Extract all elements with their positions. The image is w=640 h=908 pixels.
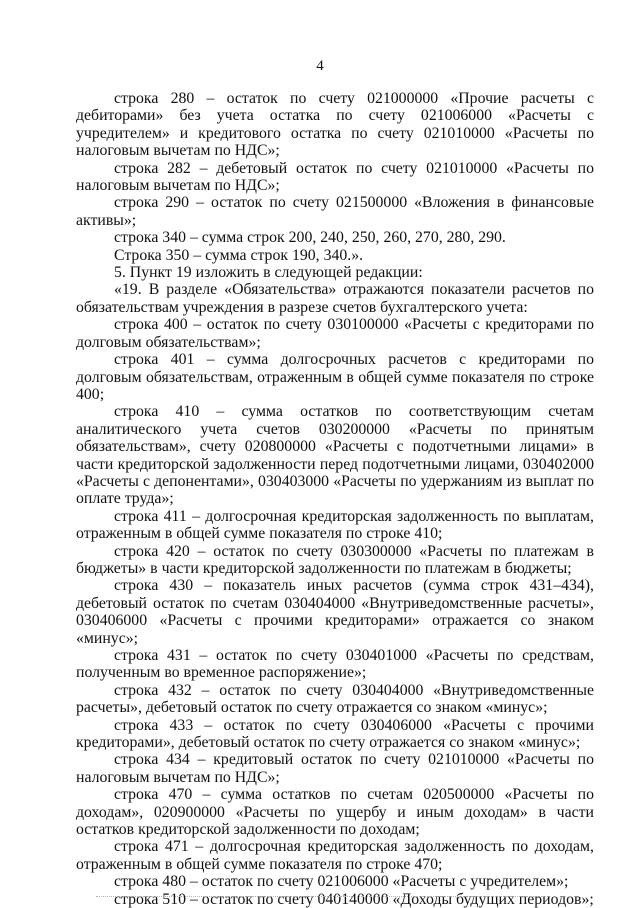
paragraph-line-434: строка 434 – кредитовый остаток по счету 021010000 «Расчеты по налоговым вычетам по НДС»; <box>76 751 594 786</box>
paragraph-item-5: 5. Пункт 19 изложить в следующей редакции: <box>114 264 423 282</box>
paragraph-clause-19: «19. В разделе «Обязательства» отражаются показатели расчетов по обязательствам учреждения в разрезе счетов бухгалтерского учета: <box>76 281 594 316</box>
paragraph-line-480: строка 480 – остаток по счету 021006000 «Расчеты с учредителем»; <box>114 873 569 891</box>
paragraph-line-410: строка 410 – сумма остатков по соответствующим счетам аналитического учета счетов 030200000 «Расчеты по принятым обязательствам», счету 020800000 «Расчеты с подотчетными лицами» в части кредиторской задолженности перед подотчетными лицами, 030402000 «Расчеты с депонентами», 030403000 «Расчеты по удержаниям из выплат по оплате труда»; <box>76 403 594 508</box>
paragraph-line-433: строка 433 – остаток по счету 030406000 «Расчеты с прочими кредиторами», дебетовый остаток по счету отражается со знаком «минус»; <box>76 716 594 752</box>
paragraph-line-350: Строка 350 – сумма строк 190, 340.». <box>114 246 364 264</box>
paragraph-line-290: строка 290 – остаток по счету 021500000 «Вложения в финансовые активы»; <box>76 194 594 229</box>
page-footer-divider <box>96 896 544 897</box>
paragraph-line-401: строка 401 – сумма долгосрочных расчетов с кредиторами по долговым обязательствам, отраженным в общей сумме показателя по строке 400; <box>76 351 594 403</box>
paragraph-line-282: строка 282 – дебетовый остаток по счету 021010000 «Расчеты по налоговым вычетам по НДС»; <box>76 159 594 195</box>
paragraph-line-340: строка 340 – сумма строк 200, 240, 250, 260, 270, 280, 290. <box>114 229 506 247</box>
paragraph-line-400: строка 400 – остаток по счету 030100000 «Расчеты с кредиторами по долговым обязательствам»; <box>76 316 594 351</box>
paragraph-line-420: строка 420 – остаток по счету 030300000 «Расчеты по платежам в бюджеты» в части кредиторской задолженности по платежам в бюджеты; <box>76 542 594 577</box>
document-body <box>76 90 594 908</box>
paragraph-line-430: строка 430 – показатель иных расчетов (сумма строк 431–434), дебетовый остаток по счетам 030404000 «Внутриведомственные расчеты», 030406000 «Расчеты с прочими кредиторами» отражается со знаком «минус»; <box>76 577 594 647</box>
paragraph-line-510: строка 510 – остаток по счету 040140000 «Доходы будущих периодов»; <box>114 890 594 908</box>
paragraph-line-411: строка 411 – долгосрочная кредиторская задолженность по выплатам, отраженным в общей сумме показателя по строке 410; <box>76 507 594 543</box>
paragraph-line-470: строка 470 – сумма остатков по счетам 020500000 «Расчеты по доходам», 020900000 «Расчеты по ущербу и иным доходам» в части остатков кредиторской задолженности по доходам; <box>76 786 594 839</box>
paragraph-line-432: строка 432 – остаток по счету 030404000 «Внутриведомственные расчеты», дебетовый остаток по счету отражается со знаком «минус»; <box>76 681 594 717</box>
paragraph-line-280: строка 280 – остаток по счету 021000000 «Прочие расчеты с дебиторами» без учета остатка по счету 021006000 «Расчеты с учредителем» и кредитового остатка по счету 021010000 «Расчеты по налоговым вычетам по НДС»; <box>76 90 594 160</box>
paragraph-line-431: строка 431 – остаток по счету 030401000 «Расчеты по средствам, полученным во временное распоряжение»; <box>76 647 594 682</box>
page-number: 4 <box>316 58 324 74</box>
paragraph-line-471: строка 471 – долгосрочная кредиторская задолженность по доходам, отраженным в общей сумме показателя по строке 470; <box>76 838 594 873</box>
